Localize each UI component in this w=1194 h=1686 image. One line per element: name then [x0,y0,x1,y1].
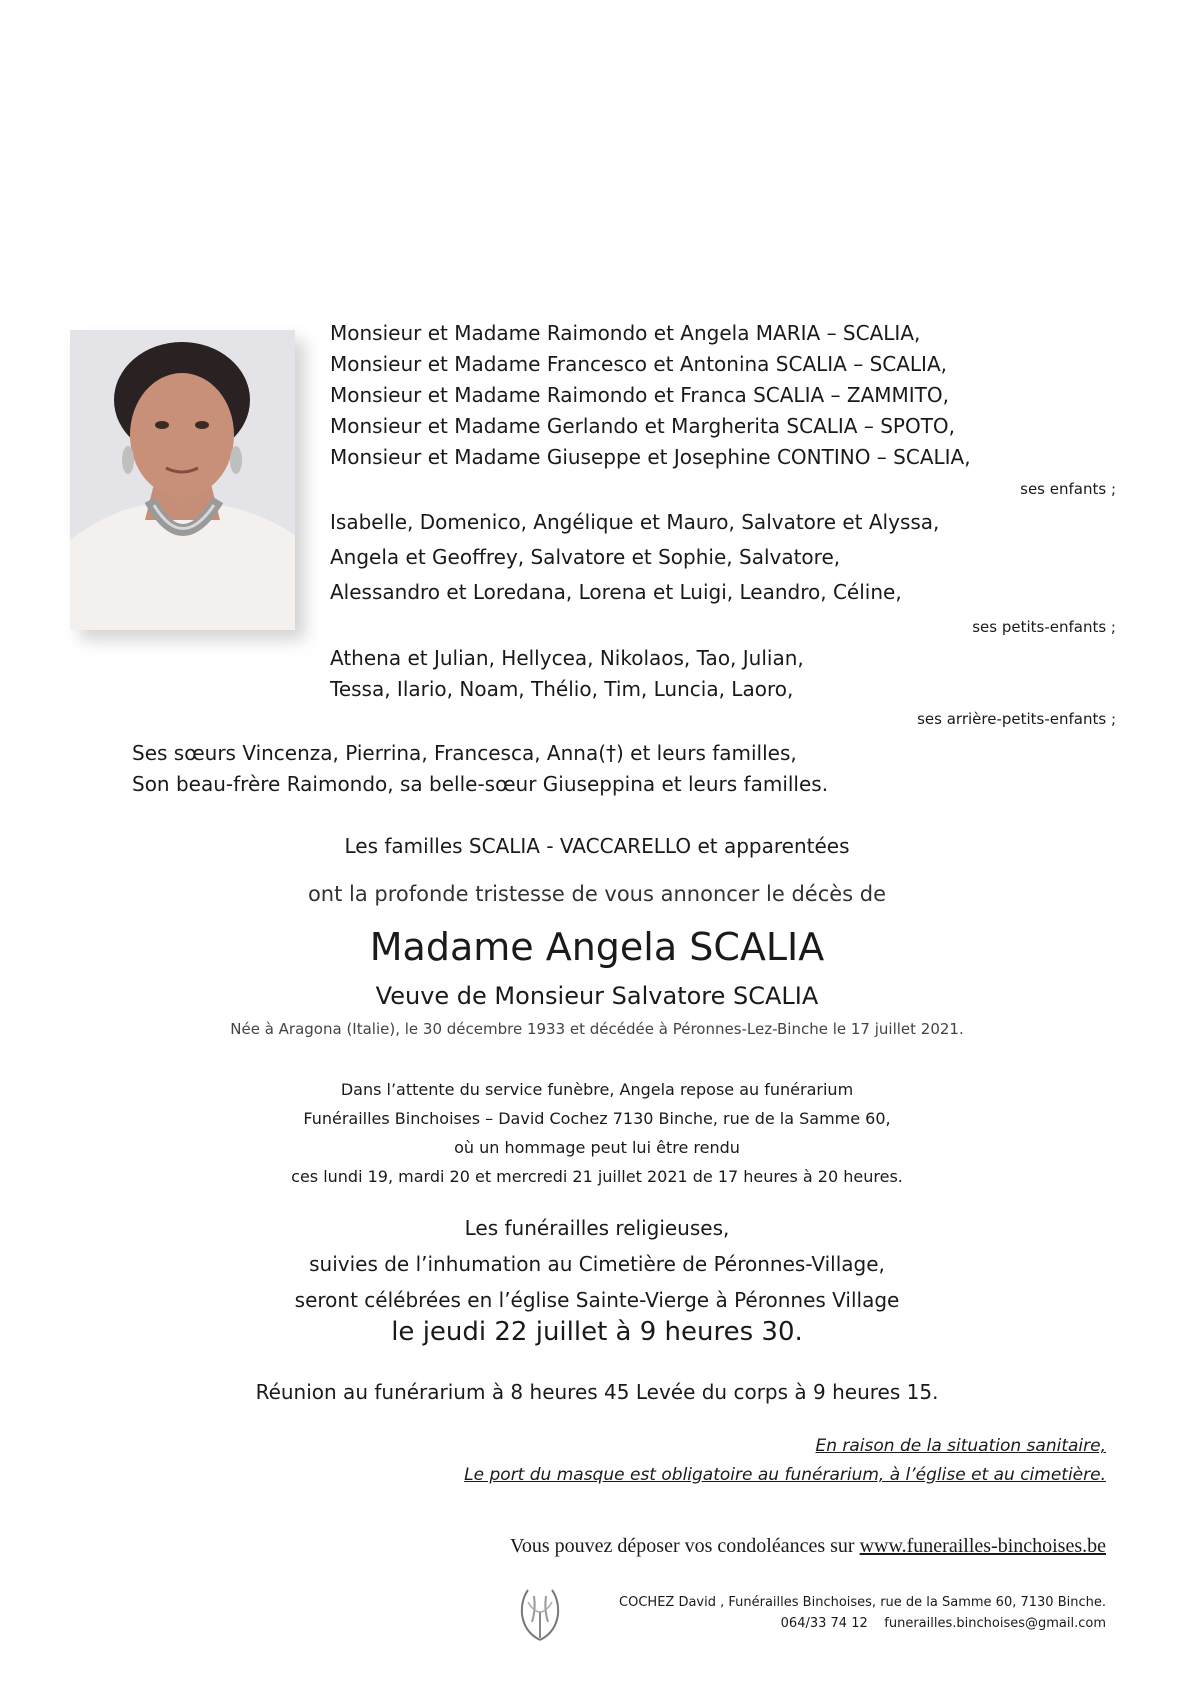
families-line: Les familles SCALIA - VACCARELLO et apparentées [344,834,850,858]
grandchild-line: Alessandro et Loredana, Lorena et Luigi, Leandro, Céline, [330,580,902,604]
siblings-list [132,738,828,800]
funeral-line: suivies de l’inhumation au Cimetière de Péronnes-Village, [309,1252,885,1276]
grandchildren-list [330,505,939,610]
rest-line: où un hommage peut lui être rendu [454,1138,740,1157]
funeral-date: le jeudi 22 juillet à 9 heures 30. [391,1317,803,1347]
great-grandchild-line: Athena et Julian, Hellycea, Nikolaos, Tao, Julian, [330,646,804,670]
grandchild-line: Isabelle, Domenico, Angélique et Mauro, Salvatore et Alyssa, [330,510,940,534]
sanitary-line: En raison de la situation sanitaire, [815,1436,1106,1456]
funeral-line: seront célébrées en l’église Sainte-Vierge à Péronnes Village [294,1288,900,1312]
condolences-link[interactable]: www.funerailles-binchoises.be [859,1535,1106,1557]
funeral-line: Les funérailles religieuses, [464,1216,730,1240]
children-label: ses enfants ; [1020,480,1116,498]
great-grandchildren-list [330,643,804,705]
children-list [330,318,971,473]
condolences-line [510,1535,1106,1558]
footer-address: COCHEZ David , Funérailles Binchoises, rue de la Samme 60, 7130 Binche. [619,1595,1106,1610]
birth-death-line: Née à Aragona (Italie), le 30 décembre 1933 et décédée à Péronnes-Lez-Binche le 17 juillet 2021. [230,1020,964,1038]
child-line: Monsieur et Madame Raimondo et Franca SCALIA – ZAMMITO, [330,383,949,407]
grandchildren-label: ses petits-enfants ; [972,618,1116,636]
rest-line: ces lundi 19, mardi 20 et mercredi 21 juillet 2021 de 17 heures à 20 heures. [291,1167,903,1186]
grandchild-line: Angela et Geoffrey, Salvatore et Sophie, Salvatore, [330,545,841,569]
footer-email: funerailles.binchoises@gmail.com [884,1616,1106,1631]
sibling-line: Ses sœurs Vincenza, Pierrina, Francesca, Anna(†) et leurs familles, [132,741,797,765]
footer-contact [619,1592,1106,1634]
portrait-photo [70,330,295,630]
rest-line: Funérailles Binchoises – David Cochez 7130 Binche, rue de la Samme 60, [303,1109,891,1128]
rest-line: Dans l’attente du service funèbre, Angela repose au funérarium [340,1080,854,1099]
announce-line: ont la profonde tristesse de vous annoncer le décès de [307,882,887,906]
portrait-image [70,330,295,630]
child-line: Monsieur et Madame Francesco et Antonina SCALIA – SCALIA, [330,352,947,376]
funeral-info [0,1210,1194,1318]
great-grandchildren-label: ses arrière-petits-enfants ; [917,710,1116,728]
meeting-line: Réunion au funérarium à 8 heures 45 Levée du corps à 9 heures 15. [255,1380,939,1404]
child-line: Monsieur et Madame Raimondo et Angela MARIA – SCALIA, [330,321,921,345]
sanitary-notice [464,1432,1106,1490]
deceased-name: Madame Angela SCALIA [369,925,825,969]
praying-hands-logo-icon [510,1582,570,1644]
footer-phone-email [619,1613,1106,1634]
great-grandchild-line: Tessa, Ilario, Noam, Thélio, Tim, Luncia, Laoro, [330,677,794,701]
sanitary-line: Le port du masque est obligatoire au funérarium, à l’église et au cimetière. [464,1465,1106,1485]
rest-info [0,1075,1194,1191]
condolences-text: Vous pouvez déposer vos condoléances sur [510,1535,860,1557]
widow-line: Veuve de Monsieur Salvatore SCALIA [375,982,819,1010]
child-line: Monsieur et Madame Giuseppe et Josephine CONTINO – SCALIA, [330,445,971,469]
child-line: Monsieur et Madame Gerlando et Margherita SCALIA – SPOTO, [330,414,956,438]
footer-phone: 064/33 74 12 [780,1616,868,1631]
sibling-line: Son beau-frère Raimondo, sa belle-sœur Giuseppina et leurs familles. [132,772,829,796]
